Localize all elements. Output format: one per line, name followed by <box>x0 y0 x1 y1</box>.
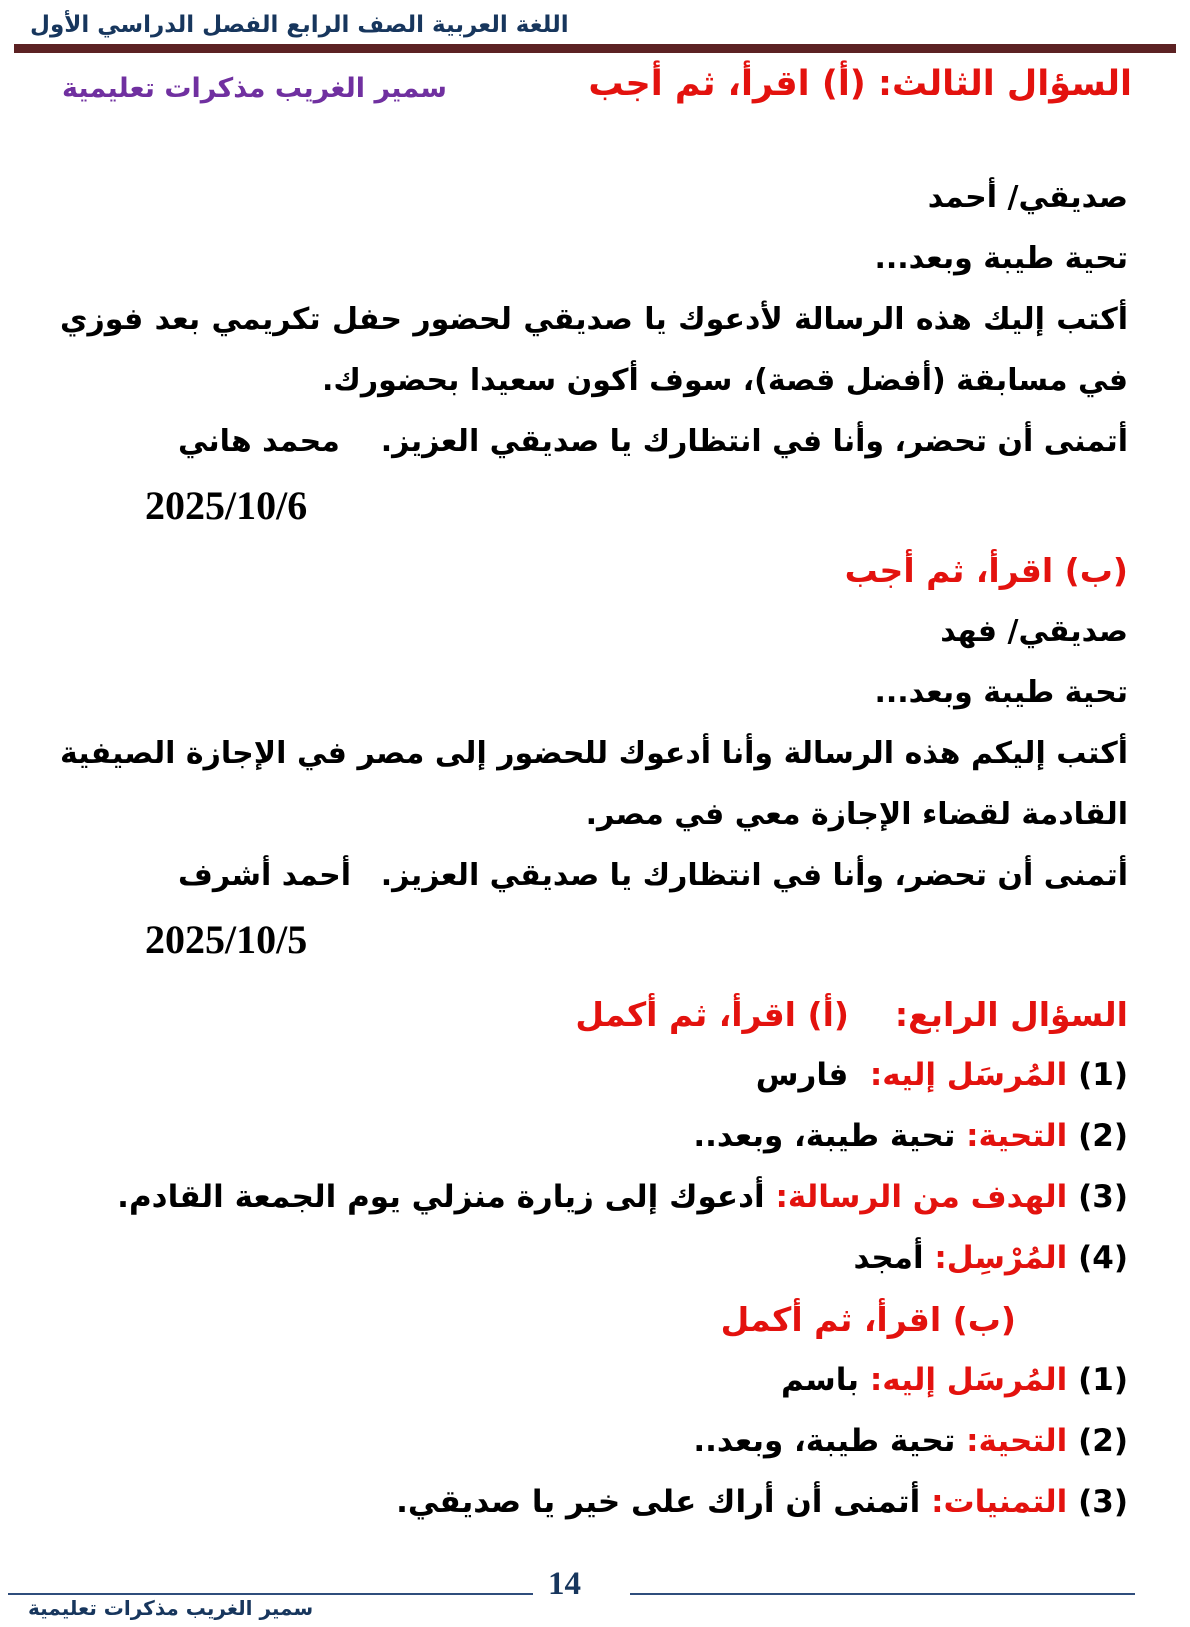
letter1-closing-row <box>60 411 1128 472</box>
item-number: (4) <box>1078 1240 1128 1276</box>
list-b-item-1 <box>60 1350 1128 1411</box>
item-label: التحية: <box>966 1118 1068 1154</box>
list-b-item-3 <box>60 1472 1128 1533</box>
letter2-salutation: صديقي/ فهد <box>940 614 1128 649</box>
page-number: 14 <box>548 1566 581 1602</box>
item-number: (3) <box>1078 1179 1128 1215</box>
section-b1-heading: (ب) اقرأ، ثم أجب <box>844 551 1128 590</box>
letter1-greeting: تحية طيبة وبعد... <box>874 241 1128 276</box>
item-label: المُرسَل إليه: <box>869 1057 1068 1093</box>
item-number: (2) <box>1078 1423 1128 1459</box>
list-a-item-3 <box>60 1167 1128 1228</box>
item-value: تحية طيبة، وبعد.. <box>693 1423 956 1459</box>
letter2-greeting: تحية طيبة وبعد... <box>874 675 1128 710</box>
header-row <box>0 53 1190 109</box>
item-value: باسم <box>781 1362 860 1398</box>
item-value: تحية طيبة، وبعد.. <box>693 1118 956 1154</box>
footer-rule-left <box>8 1593 533 1595</box>
question3-heading: السؤال الثالث: (أ) اقرأ، ثم أجب <box>588 64 1132 104</box>
item-value: أدعوك إلى زيارة منزلي يوم الجمعة القادم. <box>117 1179 765 1215</box>
item-label: المُرسَل إليه: <box>869 1362 1068 1398</box>
footer-brand: سمير الغريب مذكرات تعليمية <box>28 1596 314 1620</box>
letter2-date: 2025/10/5 <box>145 917 308 962</box>
item-label: المُرْسِل: <box>934 1240 1068 1276</box>
letter2-closing: أتمنى أن تحضر، وأنا في انتظارك يا صديقي العزيز. <box>380 858 1128 893</box>
item-number: (2) <box>1078 1118 1128 1154</box>
list-a-item-4 <box>60 1228 1128 1289</box>
letter1-closing: أتمنى أن تحضر، وأنا في انتظارك يا صديقي العزيز. <box>380 424 1128 459</box>
letter1-salutation: صديقي/ أحمد <box>927 180 1128 215</box>
header-divider <box>14 44 1176 53</box>
item-label: التحية: <box>966 1423 1068 1459</box>
letter2-body: أكتب إليكم هذه الرسالة وأنا أدعوك للحضور إلى مصر في الإجازة الصيفية القادمة لقضاء الإجازة معي في مصر. <box>60 736 1128 832</box>
question4-heading: السؤال الرابع: (أ) اقرأ، ثم أكمل <box>575 995 1128 1034</box>
letter1-signature: محمد هاني <box>178 424 340 459</box>
letter2-signature: أحمد أشرف <box>178 858 352 893</box>
item-number: (1) <box>1078 1057 1128 1093</box>
list-b-item-2 <box>60 1411 1128 1472</box>
section-b2-heading: (ب) اقرأ، ثم أكمل <box>720 1300 1016 1339</box>
page-content <box>0 109 1190 1533</box>
item-label: التمنيات: <box>931 1484 1068 1520</box>
list-a-item-1 <box>60 1045 1128 1106</box>
item-value: أتمنى أن أراك على خير يا صديقي. <box>396 1484 921 1520</box>
list-a-item-2 <box>60 1106 1128 1167</box>
publisher-brand: سمير الغريب مذكرات تعليمية <box>62 73 447 104</box>
letter1-body: أكتب إليك هذه الرسالة لأدعوك يا صديقي لحضور حفل تكريمي بعد فوزي في مسابقة (أفضل قصة)، سوف أكون سعيدا بحضورك. <box>60 302 1128 398</box>
letter2-closing-row <box>60 845 1128 906</box>
item-value: أمجد <box>853 1240 924 1276</box>
item-label: الهدف من الرسالة: <box>775 1179 1068 1215</box>
item-value: فارس <box>755 1057 860 1093</box>
footer-rule-right <box>630 1593 1135 1595</box>
letter1-date: 2025/10/6 <box>145 483 308 528</box>
header-course-title: اللغة العربية الصف الرابع الفصل الدراسي الأول <box>30 12 569 38</box>
item-number: (3) <box>1078 1484 1128 1520</box>
item-number: (1) <box>1078 1362 1128 1398</box>
